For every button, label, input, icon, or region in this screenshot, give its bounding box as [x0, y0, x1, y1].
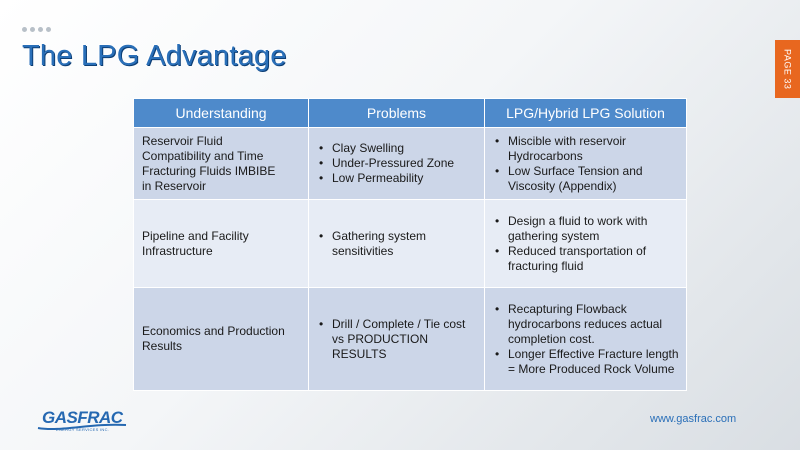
- list-item: • Under-Pressured Zone: [317, 156, 478, 171]
- cell-understanding: [134, 200, 309, 288]
- header-problems: Problems: [309, 99, 485, 128]
- understanding-line: Infrastructure: [142, 243, 213, 258]
- list-item: • Miscible with reservoir Hydrocarbons: [493, 134, 680, 164]
- understanding-line: Results: [142, 339, 183, 353]
- understanding-line: Fracturing Fluids IMBIBE: [142, 163, 276, 178]
- list-item: • Design a fluid to work with gathering system: [493, 214, 680, 244]
- problems-list: [317, 317, 478, 362]
- understanding-line: Pipeline and Facility: [142, 228, 249, 243]
- cell-problems: [309, 200, 485, 288]
- table-header-row: [134, 99, 687, 128]
- table-row: [134, 288, 687, 391]
- list-item: • Reduced transportation of fracturing fluid: [493, 244, 680, 274]
- cell-understanding: [134, 128, 309, 200]
- cell-understanding: [134, 288, 309, 391]
- list-item: • Longer Effective Fracture length = More Produced Rock Volume: [493, 347, 680, 377]
- problems-list: [317, 141, 478, 186]
- table-row: [134, 128, 687, 200]
- solutions-list: [493, 214, 680, 274]
- cell-solutions: [485, 128, 687, 200]
- understanding-line: Reservoir Fluid: [142, 133, 223, 148]
- understanding-line: in Reservoir: [142, 178, 207, 193]
- page-number-label: PAGE 33: [782, 48, 793, 90]
- understanding-line: Economics and Production: [142, 324, 285, 338]
- table-row: [134, 200, 687, 288]
- page-number-tab: [775, 40, 800, 98]
- logo-wordmark: GASFRAC: [42, 408, 123, 427]
- website-url: www.gasfrac.com: [650, 413, 737, 425]
- list-item: • Gathering system sensitivities: [317, 229, 478, 259]
- list-item: • Clay Swelling: [317, 141, 478, 156]
- list-item: • Low Permeability: [317, 171, 478, 186]
- cell-solutions: [485, 200, 687, 288]
- header-understanding: Understanding: [134, 99, 309, 128]
- lpg-advantage-table: [133, 98, 687, 391]
- cell-solutions: [485, 288, 687, 391]
- list-item: • Drill / Complete / Tie cost vs PRODUCTION RESULTS: [317, 317, 478, 362]
- header-solution: LPG/Hybrid LPG Solution: [485, 99, 687, 128]
- cell-problems: [309, 288, 485, 391]
- slide-title: The LPG Advantage: [22, 40, 287, 72]
- list-item: • Low Surface Tension and Viscosity (Appendix): [493, 164, 680, 194]
- list-item: • Recapturing Flowback hydrocarbons reduces actual completion cost.: [493, 302, 680, 347]
- understanding-line: Compatibility and Time: [142, 148, 264, 163]
- cell-problems: [309, 128, 485, 200]
- solutions-list: [493, 134, 680, 194]
- logo-tagline: ENERGY SERVICES INC.: [56, 427, 110, 432]
- title-decoration-dots: [22, 27, 51, 32]
- solutions-list: [493, 302, 680, 377]
- problems-list: [317, 229, 478, 259]
- gasfrac-logo: [36, 408, 128, 434]
